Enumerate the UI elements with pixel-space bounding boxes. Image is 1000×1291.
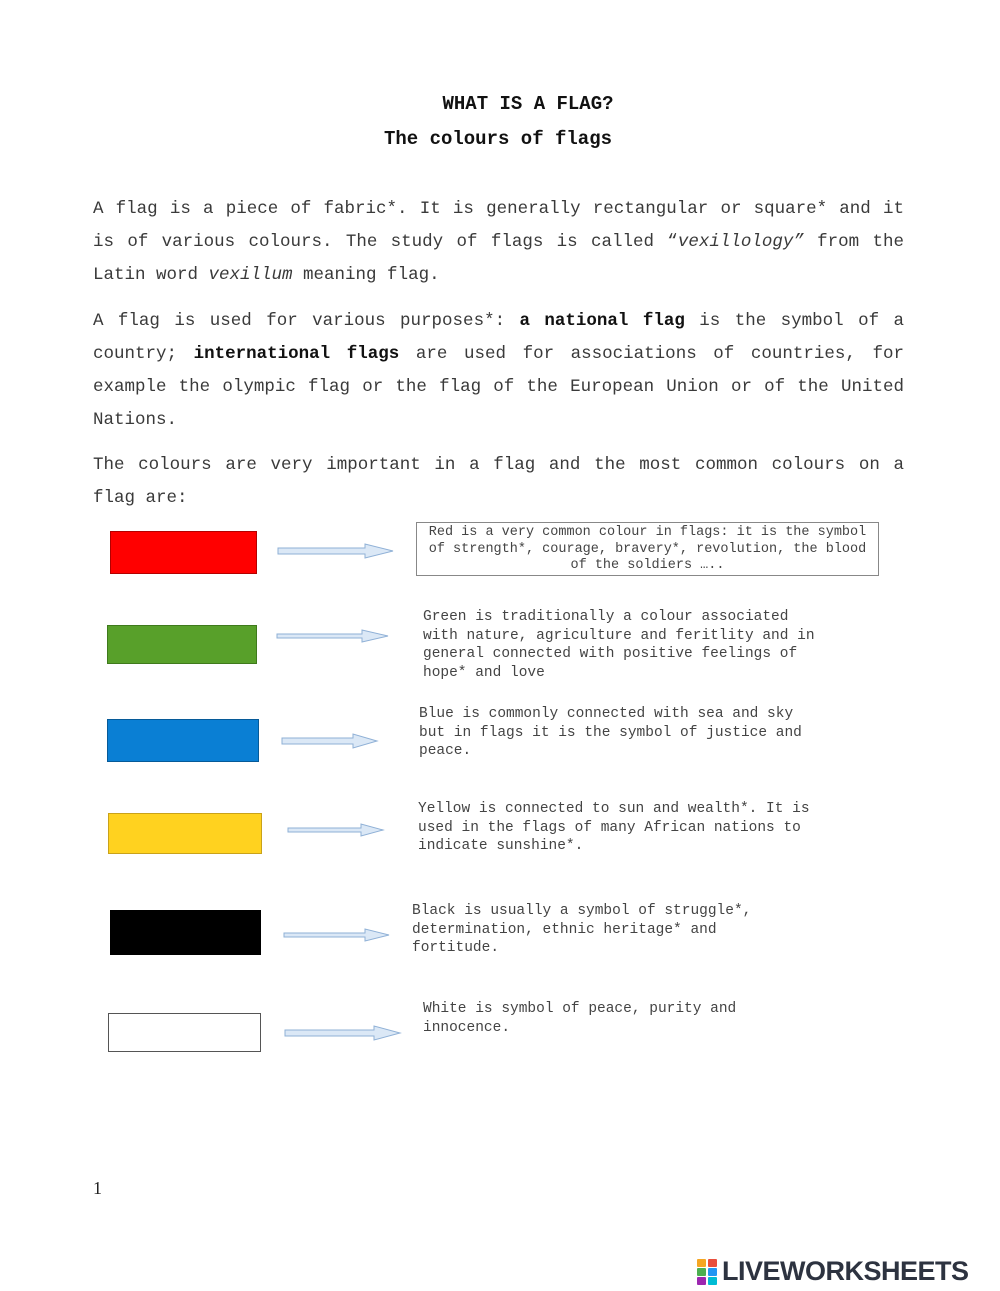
paragraph-text: are used for associations of countries, for example the olympic flag or the flag of the European Union or of the United Nations. — [93, 344, 905, 430]
red-swatch — [110, 531, 257, 574]
arrow-right-icon — [284, 1025, 402, 1041]
paragraph-text: A flag is used for various purposes*: — [93, 311, 520, 331]
black-swatch — [110, 910, 261, 955]
paragraph-text: A flag is a piece of fabric*. It is generally rectangular or square* and it is of various colours. The study of flags is called “ — [93, 199, 904, 252]
paragraph-purposes — [93, 305, 904, 437]
term-vexillum: vexillum — [208, 265, 293, 285]
paragraph-definition — [93, 193, 904, 292]
page-subtitle: The colours of flags — [383, 128, 613, 150]
arrow-right-icon — [283, 928, 391, 942]
term-international-flags: international flags — [193, 344, 400, 364]
arrow-right-icon — [287, 823, 385, 837]
paragraph-colours-intro: The colours are very important in a flag and the most common colours on a flag are: — [93, 455, 904, 508]
paragraph-text: is the symbol of a country; — [93, 311, 904, 364]
logo-icon — [697, 1259, 719, 1285]
yellow-description: Yellow is connected to sun and wealth*. It is used in the flags of many African nations to indicate sunshine*. — [418, 801, 810, 854]
black-description: Black is usually a symbol of struggle*, determination, ethnic heritage* and fortitude. — [412, 903, 752, 956]
liveworksheets-logo — [697, 1256, 969, 1287]
white-description: White is symbol of peace, purity and innocence. — [423, 1001, 737, 1036]
blue-swatch — [107, 719, 259, 762]
page-title: WHAT IS A FLAG? — [442, 93, 614, 115]
arrow-right-icon — [276, 629, 390, 643]
paragraph-text: from the Latin word — [93, 232, 905, 285]
term-vexillology: vexillology” — [677, 232, 804, 252]
arrow-right-icon — [277, 543, 395, 559]
green-description: Green is traditionally a colour associated with nature, agriculture and feritlity and in general connected with positive feelings of hope* and love — [423, 609, 815, 681]
logo-text: LIVEWORKSHEETS — [722, 1256, 969, 1286]
white-swatch — [108, 1013, 261, 1052]
green-swatch — [107, 625, 257, 664]
page-number: 1 — [93, 1178, 102, 1198]
paragraph-text: meaning flag. — [292, 265, 440, 285]
blue-description: Blue is commonly connected with sea and sky but in flags it is the symbol of justice and peace. — [419, 706, 802, 759]
term-national-flag: a national flag — [519, 311, 685, 331]
arrow-right-icon — [281, 733, 379, 749]
yellow-swatch — [108, 813, 262, 854]
red-description: Red is a very common colour in flags: it is the symbol of strength*, courage, bravery*, revolution, the blood of the soldiers ….. — [416, 522, 879, 576]
